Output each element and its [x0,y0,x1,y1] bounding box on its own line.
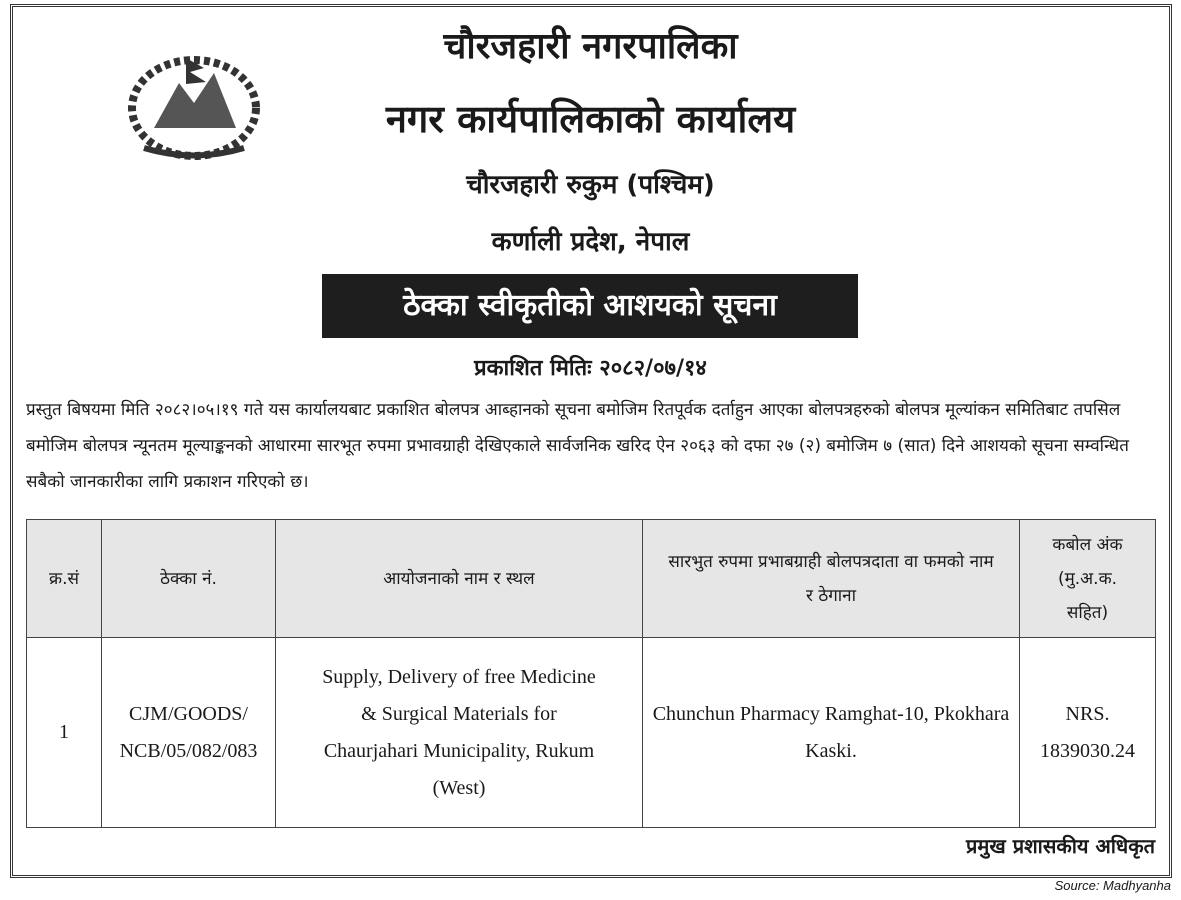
province: कर्णाली प्रदेश, नेपाल [491,227,690,257]
col-contract-no: ठेक्का नं. [102,520,276,638]
notice-body: प्रस्तुत बिषयमा मिति २०८२।०५।१९ गते यस कार्यालयबाट प्रकाशित बोलपत्र आब्हानको सूचना बमोजिम रितपूर्वक दर्ताहुन आएका बोलपत्रहरुको बोलपत्र मूल्यांकन समितिबाट तपसिल बमोजिम बोलपत्र न्यूनतम मूल्याङ्कनको आधारमा सारभूत रुपमा प्रभावग्राही देखिएकाले सार्वजनिक खरिद ऐन २०६३ को दफा २७ (२) बमोजिम ७ (सात) दिने आशयको सूचना सम्वन्धित सबैको जानकारीका लागि प्रकाशन गरिएको छ। [26,400,1129,492]
cell-bidder: Chunchun Pharmacy Ramghat-10, Pkokhara Kaski. [643,638,1020,828]
source-credit: Source: Madhyanha [1054,878,1171,893]
col-bidder: सारभुत रुपमा प्रभाबग्राही बोलपत्रदाता वा फमको नाम र ठेगाना [643,520,1020,638]
office-name: नगर कार्यपालिकाको कार्यालय [385,97,796,141]
cell-amount: NRS. 1839030.24 [1020,638,1156,828]
table-header-row [27,520,1156,638]
table-row [27,638,1156,828]
col-amount: कबोल अंक (मु.अ.क. सहित) [1020,520,1156,638]
signature: प्रमुख प्रशासकीय अधिकृत [966,834,1155,858]
cell-contract-no: CJM/GOODS/ NCB/05/082/083 [102,638,276,828]
cell-sn: 1 [27,638,102,828]
published-date: प्रकाशित मितिः २०८२/०७/१४ [474,356,707,381]
notice-title: ठेक्का स्वीकृतीको आशयको सूचना [322,274,858,338]
cell-project: Supply, Delivery of free Medicine & Surgical Materials for Chaurjahari Municipality, Rukum (West) [276,638,643,828]
col-project: आयोजनाको नाम र स्थल [276,520,643,638]
municipality-name: चौरजहारी नगरपालिका [443,26,738,67]
location: चौरजहारी रुकुम (पश्चिम) [466,170,715,200]
contract-table [26,519,1156,828]
col-sn: क्र.सं [27,520,102,638]
